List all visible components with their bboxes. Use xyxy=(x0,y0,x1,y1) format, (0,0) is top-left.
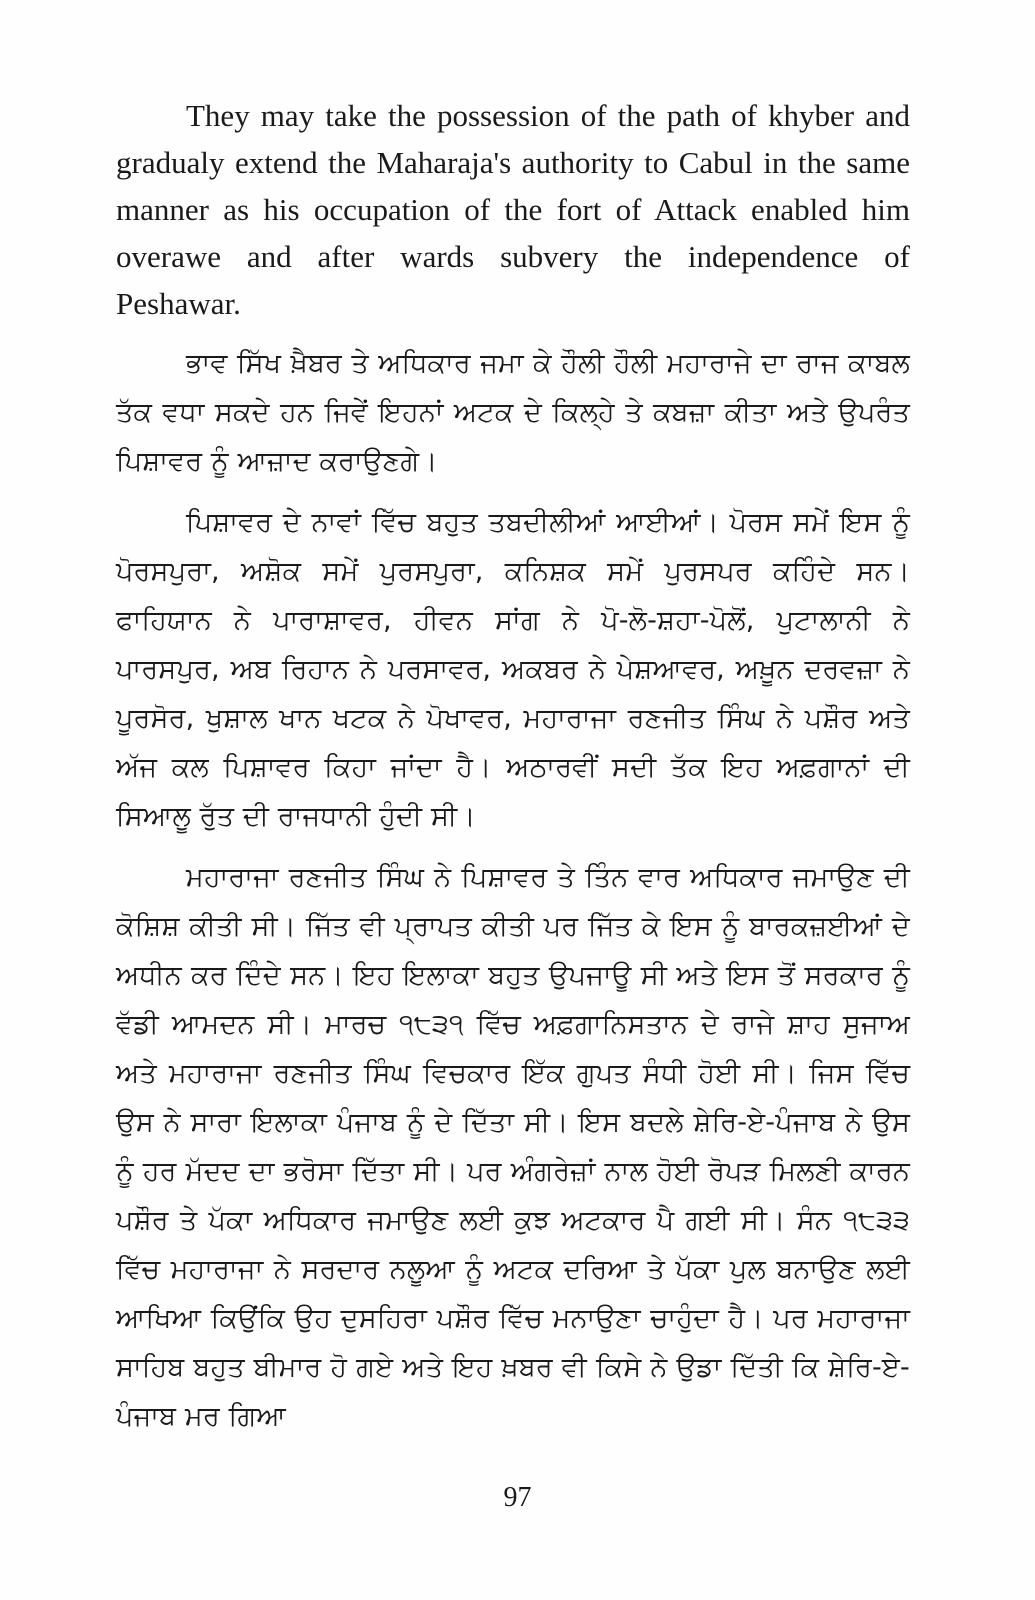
punjabi-paragraph-history: ਮਹਾਰਾਜਾ ਰਣਜੀਤ ਸਿੰਘ ਨੇ ਪਿਸ਼ਾਵਰ ਤੇ ਤਿੰਨ ਵਾਰ ਅਧਿਕਾਰ ਜਮਾਉਣ ਦੀ ਕੋਸ਼ਿਸ਼ ਕੀਤੀ ਸੀ। ਜਿੱਤ ਵੀ ਪ੍ਰਾਪਤ ਕੀਤੀ ਪਰ ਜਿੱਤ ਕੇ ਇਸ ਨੂੰ ਬਾਰਕਜ਼ਈਆਂ ਦੇ ਅਧੀਨ ਕਰ ਦਿੰਦੇ ਸਨ। ਇਹ ਇਲਾਕਾ ਬਹੁਤ ਉਪਜਾਊ ਸੀ ਅਤੇ ਇਸ ਤੋਂ ਸਰਕਾਰ ਨੂੰ ਵੱਡੀ ਆਮਦਨ ਸੀ। ਮਾਰਚ ੧੮੩੧ ਵਿੱਚ ਅਫ਼ਗਾਨਿਸਤਾਨ ਦੇ ਰਾਜੇ ਸ਼ਾਹ ਸੁਜਾਅ ਅਤੇ ਮਹਾਰਾਜਾ ਰਣਜੀਤ ਸਿੰਘ ਵਿਚਕਾਰ ਇੱਕ ਗੁਪਤ ਸੰਧੀ ਹੋਈ ਸੀ। ਜਿਸ ਵਿੱਚ ਉਸ ਨੇ ਸਾਰਾ ਇਲਾਕਾ ਪੰਜਾਬ ਨੂੰ ਦੇ ਦਿੱਤਾ ਸੀ। ਇਸ ਬਦਲੇ ਸ਼ੇਰਿ-ਏ-ਪੰਜਾਬ ਨੇ ਉਸ ਨੂੰ ਹਰ ਮੱਦਦ ਦਾ ਭਰੋਸਾ ਦਿੱਤਾ ਸੀ। ਪਰ ਅੰਗਰੇਜ਼ਾਂ ਨਾਲ ਹੋਈ ਰੋਪੜ ਮਿਲਣੀ ਕਾਰਨ ਪਸ਼ੌਰ ਤੇ ਪੱਕਾ ਅਧਿਕਾਰ ਜਮਾਉਣ ਲਈ ਕੁਝ ਅਟਕਾਰ ਪੈ ਗਈ ਸੀ। ਸੰਨ ੧੮੩੩ ਵਿੱਚ ਮਹਾਰਾਜਾ ਨੇ ਸਰਦਾਰ ਨਲੂਆ ਨੂੰ ਅਟਕ ਦਰਿਆ ਤੇ ਪੱਕਾ ਪੁਲ ਬਨਾਉਣ ਲਈ ਆਖਿਆ ਕਿਉਂਕਿ ਉਹ ਦੁਸਹਿਰਾ ਪਸ਼ੌਰ ਵਿੱਚ ਮਨਾਉਣਾ ਚਾਹੁੰਦਾ ਹੈ। ਪਰ ਮਹਾਰਾਜਾ ਸਾਹਿਬ ਬਹੁਤ ਬੀਮਾਰ ਹੋ ਗਏ ਅਤੇ ਇਹ ਖ਼ਬਰ ਵੀ ਕਿਸੇ ਨੇ ਉਡਾ ਦਿੱਤੀ ਕਿ ਸ਼ੇਰਿ-ਏ-ਪੰਜਾਬ ਮਰ ਗਿਆ xyxy=(116,862,910,1432)
page-body xyxy=(116,92,910,1453)
english-quote-paragraph: They may take the possession of the path of khyber and gradualy extend the Maharaja's authority to Cabul in the same manner as his occupation of the fort of Attack enabled him overawe and after wards subvery the independence of Peshawar. xyxy=(116,98,910,321)
punjabi-paragraph-names: ਪਿਸ਼ਾਵਰ ਦੇ ਨਾਵਾਂ ਵਿੱਚ ਬਹੁਤ ਤਬਦੀਲੀਆਂ ਆਈਆਂ। ਪੋਰਸ ਸਮੇਂ ਇਸ ਨੂੰ ਪੋਰਸਪੁਰਾ, ਅਸ਼ੋਕ ਸਮੇਂ ਪੁਰਸਪੁਰਾ, ਕਨਿਸ਼ਕ ਸਮੇਂ ਪੁਰਸਪਰ ਕਹਿੰਦੇ ਸਨ। ਫਾਹਿਯਾਨ ਨੇ ਪਾਰਾਸ਼ਾਵਰ, ਹੀਵਨ ਸਾਂਗ ਨੇ ਪੋ-ਲੋ-ਸ਼ਹਾ-ਪੋਲੋਂ, ਪੁਟਾਲਾਨੀ ਨੇ ਪਾਰਸਪੁਰ, ਅਬ ਰਿਹਾਨ ਨੇ ਪਰਸਾਵਰ, ਅਕਬਰ ਨੇ ਪੇਸ਼ਆਵਰ, ਅਖ਼ੂਨ ਦਰਵਜ਼ਾ ਨੇ ਪੂਰਸੋਰ, ਖੁਸ਼ਾਲ ਖਾਨ ਖਟਕ ਨੇ ਪੋਖਾਵਰ, ਮਹਾਰਾਜਾ ਰਣਜੀਤ ਸਿੰਘ ਨੇ ਪਸ਼ੌਰ ਅਤੇ ਅੱਜ ਕਲ ਪਿਸ਼ਾਵਰ ਕਿਹਾ ਜਾਂਦਾ ਹੈ। ਅਠਾਰਵੀਂ ਸਦੀ ਤੱਕ ਇਹ ਅਫ਼ਗਾਨਾਂ ਦੀ ਸਿਆਲੂ ਰੁੱਤ ਦੀ ਰਾਜਧਾਨੀ ਹੁੰਦੀ ਸੀ। xyxy=(116,507,910,832)
page-number: 97 xyxy=(503,1482,532,1513)
punjabi-paragraph-translation: ਭਾਵ ਸਿੱਖ ਖ਼ੈਬਰ ਤੇ ਅਧਿਕਾਰ ਜਮਾ ਕੇ ਹੌਲੀ ਹੌਲੀ ਮਹਾਰਾਜੇ ਦਾ ਰਾਜ ਕਾਬਲ ਤੱਕ ਵਧਾ ਸਕਦੇ ਹਨ ਜਿਵੇਂ ਇਹਨਾਂ ਅਟਕ ਦੇ ਕਿਲ੍ਹੇ ਤੇ ਕਬਜ਼ਾ ਕੀਤਾ ਅਤੇ ਉਪਰੰਤ ਪਿਸ਼ਾਵਰ ਨੂੰ ਆਜ਼ਾਦ ਕਰਾਉਣਗੇ। xyxy=(116,348,910,477)
